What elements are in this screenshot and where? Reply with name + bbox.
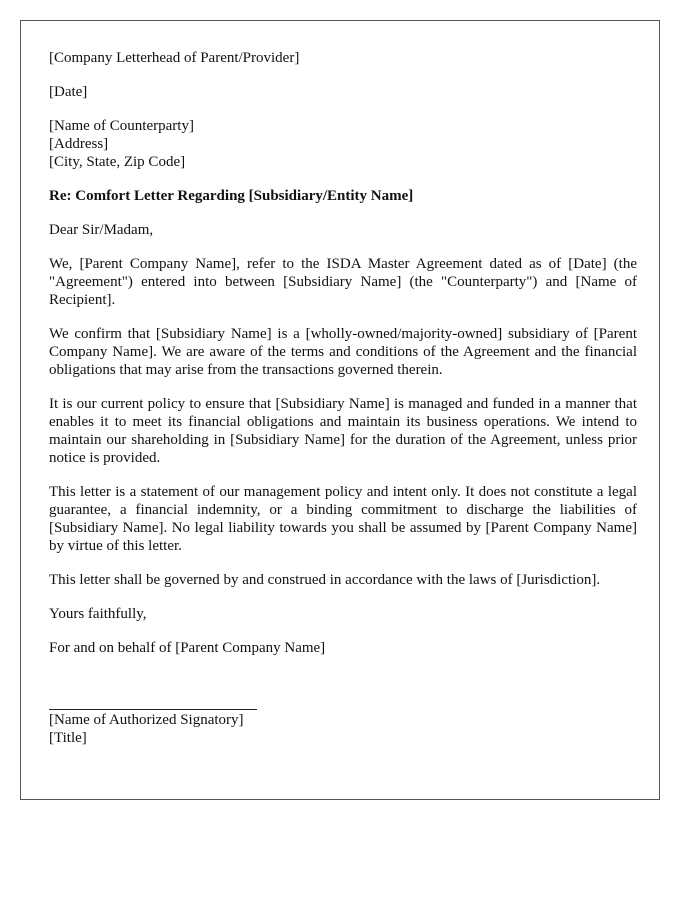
paragraph-governing-law: This letter shall be governed by and construed in accordance with the laws of [Jurisdiction]. — [49, 572, 601, 588]
paragraph-ownership-confirmation: We confirm that [Subsidiary Name] is a [wholly-owned/majority-owned] subsidiary of [Parent Company Name]. We are aware of the terms and conditions of the Agreement and the financial obligations that may arise from the transactions governed therein. — [49, 326, 637, 378]
on-behalf-line — [49, 639, 637, 657]
recipient-name: [Name of Counterparty] — [49, 118, 194, 134]
letter-page — [20, 20, 660, 800]
subject-line — [49, 187, 637, 205]
signatory-block — [49, 711, 637, 747]
letterhead-text: [Company Letterhead of Parent/Provider] — [49, 50, 300, 66]
paragraph-funding-policy: It is our current policy to ensure that [Subsidiary Name] is managed and funded in a manner that enables it to meet its financial obligations and maintain its business operations. We intend to maintain our shareholding in [Subsidiary Name] for the duration of the Agreement, unless prior notice is provided. — [49, 396, 637, 466]
on-behalf-text: For and on behalf of [Parent Company Name] — [49, 640, 326, 656]
closing-text: Yours faithfully, — [49, 606, 147, 622]
recipient-address-block — [49, 117, 637, 171]
paragraph-disclaimer: This letter is a statement of our management policy and intent only. It does not constitute a legal guarantee, a financial indemnity, or a binding commitment to discharge the liabilities of [Subsidiary Name]. No legal liability towards you shall be assumed by [Parent Company Name] by virtue of this letter. — [49, 484, 637, 554]
closing — [49, 605, 637, 623]
letter-date — [49, 83, 637, 101]
recipient-address: [Address] — [49, 136, 109, 152]
signatory-name: [Name of Authorized Signatory] — [49, 712, 244, 728]
date-text: [Date] — [49, 84, 88, 100]
salutation-text: Dear Sir/Madam, — [49, 222, 154, 238]
salutation — [49, 221, 637, 239]
subject-text: Re: Comfort Letter Regarding [Subsidiary/Entity Name] — [49, 188, 414, 204]
signature-space — [49, 673, 637, 709]
paragraph-agreement-reference: We, [Parent Company Name], refer to the ISDA Master Agreement dated as of [Date] (the "Agreement") entered into between [Subsidiary Name] (the "Counterparty") and [Name of Recipient]. — [49, 256, 637, 308]
letterhead — [49, 49, 637, 67]
signatory-title: [Title] — [49, 730, 87, 746]
signature-line — [49, 709, 257, 710]
recipient-city: [City, State, Zip Code] — [49, 154, 186, 170]
letter-body — [49, 49, 637, 747]
